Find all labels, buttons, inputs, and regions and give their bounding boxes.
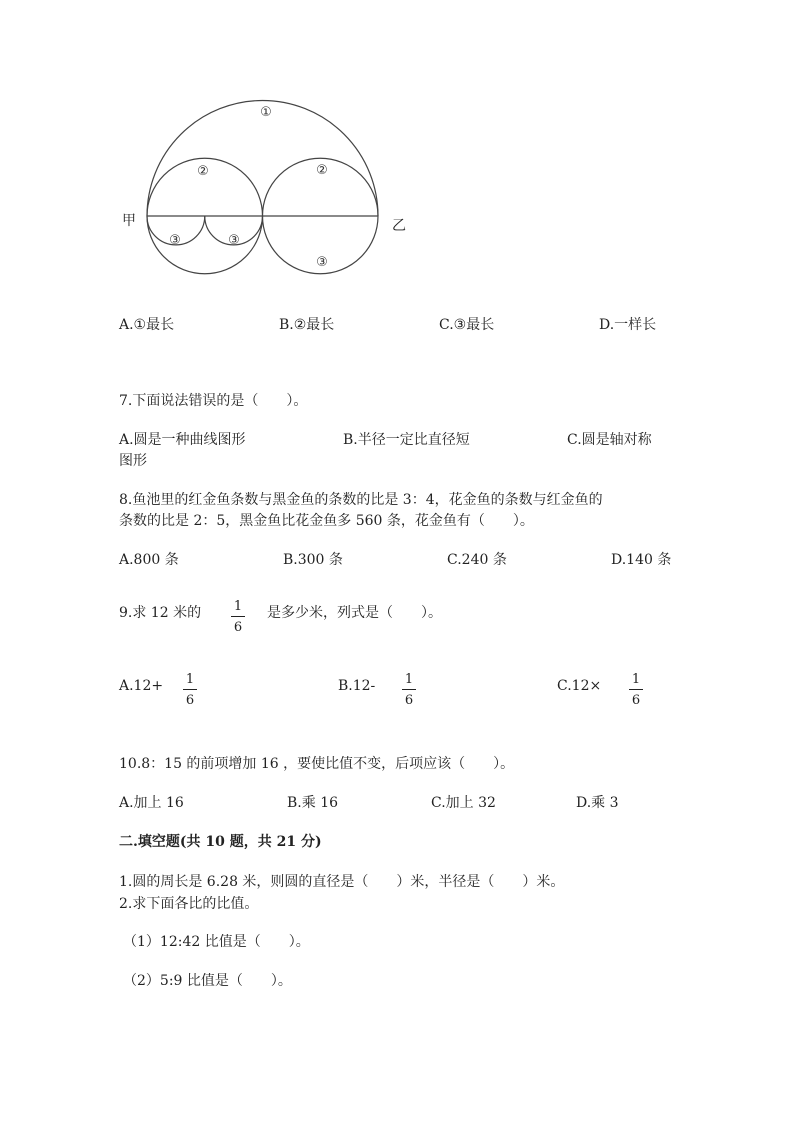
q7-option-b[interactable]: B.半径一定比直径短 — [343, 432, 470, 448]
q9-stem-after: 是多少米，列式是（ ）。 — [267, 605, 442, 621]
q8-option-a[interactable]: A.800 条 — [119, 552, 179, 568]
q9-option-c[interactable]: C.12× — [557, 678, 602, 694]
q8-stem-line-2: 条数的比是 2：5，黑金鱼比花金鱼多 560 条，花金鱼有（ ）。 — [119, 513, 534, 529]
mark-arc-3-left: ③ — [169, 233, 181, 248]
q10-option-b[interactable]: B.乘 16 — [287, 795, 339, 811]
q7-option-c-wrap: 图形 — [119, 453, 147, 469]
fill-question-2-part-1: （1）12:42 比值是（ ）。 — [123, 934, 310, 950]
fraction-numerator: 1 — [233, 599, 243, 614]
q6-option-d[interactable]: D.一样长 — [599, 317, 657, 333]
q9-option-b-fraction — [402, 673, 416, 707]
label-jia: 甲 — [122, 213, 136, 229]
q8-stem-line-1: 8.鱼池里的红金鱼条数与黑金鱼的条数的比是 3：4，花金鱼的条数与红金鱼的 — [119, 492, 603, 508]
fraction-bar — [629, 689, 643, 690]
q9-option-b[interactable]: B.12- — [338, 678, 376, 694]
q9-stem-fraction — [231, 600, 245, 634]
mark-arc-3-mid: ③ — [228, 233, 240, 248]
fill-question-1: 1.圆的周长是 6.28 米，则圆的直径是（ ）米，半径是（ ）米。 — [119, 874, 565, 890]
fraction-numerator: 1 — [631, 672, 641, 687]
q9-option-a[interactable]: A.12+ — [119, 678, 164, 694]
fraction-bar — [231, 616, 245, 617]
q6-option-a[interactable]: A.①最长 — [119, 317, 175, 333]
q7-option-a[interactable]: A.圆是一种曲线图形 — [119, 432, 246, 448]
fraction-denominator: 6 — [185, 693, 195, 708]
q8-option-b[interactable]: B.300 条 — [283, 552, 343, 568]
q7-stem: 7.下面说法错误的是（ ）。 — [119, 393, 308, 409]
mark-arc-2-left: ② — [197, 164, 209, 179]
fraction-bar — [402, 689, 416, 690]
q10-stem: 10.8：15 的前项增加 16 ，要使比值不变，后项应该（ ）。 — [119, 756, 515, 772]
mark-arc-3-bottom: ③ — [316, 255, 328, 270]
mark-arc-1: ① — [260, 105, 272, 120]
mark-arc-2-right: ② — [316, 163, 328, 178]
semicircle-figure — [0, 0, 794, 300]
fraction-bar — [183, 689, 197, 690]
q8-option-d[interactable]: D.140 条 — [611, 552, 672, 568]
q9-option-a-fraction — [183, 673, 197, 707]
section-2-heading: 二.填空题(共 10 题，共 21 分) — [119, 834, 322, 850]
fraction-numerator: 1 — [404, 672, 414, 687]
fraction-denominator: 6 — [233, 620, 243, 635]
q6-option-c[interactable]: C.③最长 — [439, 317, 495, 333]
fraction-denominator: 6 — [631, 693, 641, 708]
q7-option-c[interactable]: C.圆是轴对称 — [567, 432, 652, 448]
q8-option-c[interactable]: C.240 条 — [447, 552, 507, 568]
fill-question-2-part-2: （2）5:9 比值是（ ）。 — [123, 973, 292, 989]
fraction-denominator: 6 — [404, 693, 414, 708]
q9-option-c-fraction — [629, 673, 643, 707]
fill-question-2: 2.求下面各比的比值。 — [119, 896, 259, 912]
q10-option-c[interactable]: C.加上 32 — [431, 795, 496, 811]
label-yi: 乙 — [392, 218, 406, 234]
q6-option-b[interactable]: B.②最长 — [279, 317, 335, 333]
q10-option-a[interactable]: A.加上 16 — [119, 795, 184, 811]
q10-option-d[interactable]: D.乘 3 — [576, 795, 619, 811]
fraction-numerator: 1 — [185, 672, 195, 687]
q9-stem-before: 9.求 12 米的 — [119, 605, 202, 621]
